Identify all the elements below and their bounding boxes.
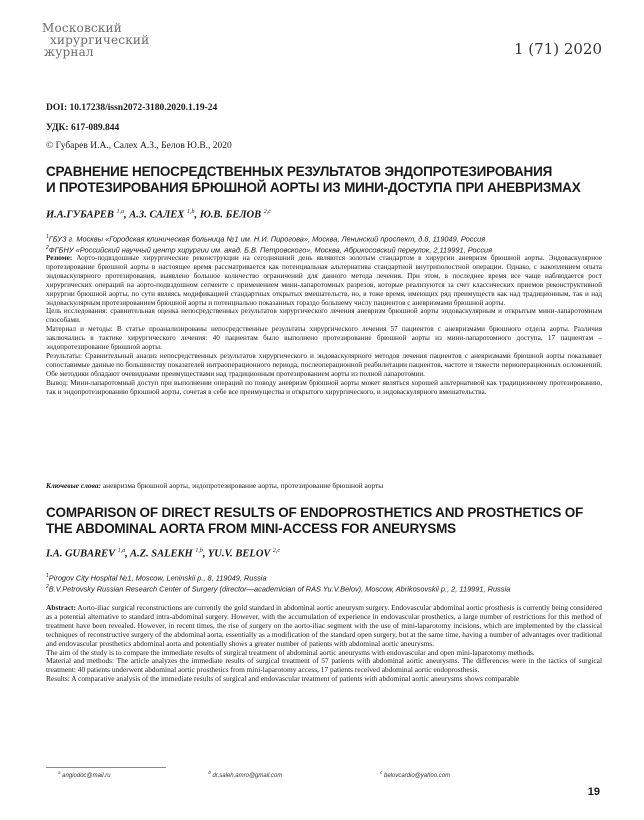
ru-author-2: А.З. САЛЕХ: [129, 209, 187, 221]
en-authors: I.A. GUBAREV $^{1,a}$, A.Z. SALEKH $^{1,b}$, YU.V. BELOV $^{2,c}$: [46, 548, 281, 560]
en-abstract-methods: Material and methods: The article analyzes the immediate results of surgical treatment of 57 patients with abdominal aortic aneurysms. The differences were in the tactics of surgical treatment: 40 patients underwent abdominal aortic prosthetics from mini-laparotomy access, 17 patients received abdominal aortic endoprosthesis.: [46, 656, 602, 675]
en-abstract-aim: The aim of the study is to compare the immediate results of surgical treatment of abdominal aortic aneurysms with endovascular and open mini-laparotomy methods.: [46, 647, 535, 657]
en-title: [46, 505, 606, 537]
footnote-c-sup: c: [380, 770, 383, 775]
ru-author-2-sup: 1,b: [186, 209, 195, 215]
ru-title: [46, 164, 606, 196]
footnote-a-email[interactable]: angiodoc@mail.ru: [60, 773, 111, 779]
copyright: © Губарев И.А., Салех А.З., Белов Ю.В., 2020: [46, 141, 232, 151]
udk-label: УДК:: [46, 123, 71, 133]
en-title-line-1: COMPARISON OF DIRECT RESULTS OF ENDOPROSTHETICS AND PROSTHETICS OF: [46, 505, 584, 520]
en-author-2: A.Z. SALEKH: [129, 548, 196, 560]
en-affiliation-1: [46, 572, 606, 583]
doi-link[interactable]: 10.17238/issn2072-3180.2020.1.19-24: [69, 103, 218, 113]
ru-author-3: Ю.В. БЕЛОВ: [199, 209, 264, 221]
footnote-b-sup: b: [208, 770, 211, 775]
ru-abstract-aim: Цель исследования: сравнительная оценка непосредственных результатов хирургического лечения аневризм брюшной аорты эндоваскулярным и открытым мини-лапаротомным способами.: [46, 307, 602, 325]
ru-keywords-label: Ключевые слова:: [46, 481, 101, 490]
journal-name-line-3: журнал: [44, 45, 94, 59]
issue-number: 1 (71) 2020: [513, 40, 602, 58]
ru-abstract: [46, 254, 602, 397]
ru-aff-2-sup: 2: [46, 244, 49, 251]
page-number: 19: [587, 786, 600, 798]
ru-title-line-1: СРАВНЕНИЕ НЕПОСРЕДСТВЕННЫХ РЕЗУЛЬТАТОВ ЭНДОПРОТЕЗИРОВАНИЯ: [46, 164, 553, 179]
en-aff-1-sup: 1: [46, 573, 49, 579]
journal-name-line-2: хирургический: [50, 33, 150, 47]
footnote-divider: [46, 767, 166, 768]
ru-affiliation-1: [46, 233, 606, 244]
en-abstract-results: Results: A comparative analysis of the immediate results of surgical and endovascular treatment of patients with abdominal aortic aneurysms shows comparable: [46, 674, 520, 684]
doi-line: [46, 103, 606, 113]
en-title-line-2: THE ABDOMINAL AORTA FROM MINI-ACCESS FOR ANEURYSMS: [46, 521, 456, 536]
footnote-a-sup: a: [58, 770, 61, 775]
en-abstract-label: Abstract:: [46, 603, 76, 612]
footnote-a[interactable]: [58, 770, 159, 779]
en-affiliation-2: [46, 583, 606, 594]
en-author-2-sup: 1,b: [195, 548, 203, 554]
ru-affiliations: [46, 233, 606, 255]
en-affiliations: [46, 572, 606, 594]
footnote-b[interactable]: [208, 770, 330, 779]
ru-abstract-p1-text: Аорто-подвздошные хирургические реконструкции на сегодняшний день являются золотым стандартом в хирургии аневризм брюшной аорты. Эндоваскулярное протезирование брюшной аорты в настоящее время рассматривается как потенциальная альтернатива стандартной внутриполостной операции. Однако, с накоплением опыта эндоваскулярного протезирования, выявлено большое количество ограничений для данного метода лечения. При этом, в последнее время все чаще наблюдается рост хирургических операций на аорто-подвздошном сегменте с применением мини-лапаротомных разрезов, которые реализуются за счет классических приемов реконструктивной хирургии брюшной аорты, по сути являясь модификацией стандартных открытых вмешательств, но, в тоже время, имеющих ряд преимуществ как над традиционным, так и над эндоваскулярным протезированием брюшной аорты и потенциально показанных гораздо большему числу пациентов с аневризмами брюшной аорты.: [46, 254, 602, 307]
en-author-1-sup: 1,a: [117, 548, 126, 554]
en-author-3: YU.V. BELOV: [207, 548, 273, 560]
ru-author-1: И.А.ГУБАРЕВ: [46, 209, 117, 221]
ru-abstract-conclusion: Вывод: Мини-лапаротомный доступ при выполнении операций по поводу аневризм брюшной аорты может являться хорошей альтернативой как традиционному протезированию, так и эндопротезированию брюшной аорты, сочетая в себе все преимущества и открытого хирургического, и эндоваскулярного вмешательства.: [46, 378, 602, 396]
ru-aff-1-text: ГБУЗ г. Москвы «Городская клиническая больница №1 им. Н.И. Пирогова», Москва, Ленинский проспект, д.8, 119049, Россия: [48, 234, 486, 244]
en-aff-2-sup: 2: [46, 583, 49, 590]
footnotes: [58, 770, 546, 779]
en-author-3-sup: 2,c: [272, 548, 281, 554]
journal-name-line-1: Московский: [42, 21, 122, 35]
ru-abstract-results: Результаты: Сравнительный анализ непосредственных результатов хирургического и эндоваскулярного методов лечения пациентов с аневризмами брюшной аорты показывает сопоставимые данные по большинству показателей интраоперационного периода, послеоперационной реабилитации пациентов, частоте и тяжести периоперационных осложнений. Обе методики обладают очевидными преимуществами над традиционным протезированием аорты из полной лапаротомии.: [46, 351, 602, 378]
en-aff-2-text: B.V.Petrovsky Russian Research Center of Surgery (director—academician of RAS Yu.V.Belov), Moscow, Abrikosovskii p., 2, 119991, Russia: [48, 584, 511, 594]
ru-abstract-label: Резюме:: [46, 254, 73, 262]
ru-author-3-sup: 2,c: [263, 209, 271, 215]
en-abstract-p1-text: Aorto-iliac surgical reconstructions are currently the gold standard in abdominal aortic aneurysm surgery. Endovascular abdominal aortic prosthesis is currently being considered as a potential alternative to standard intra-abdominal surgery. However, with the accumulation of experience in endovascular prosthetics, a large number of restrictions for this method of treatment have been revealed. However, in recent times, the rise of surgery on the aorto-iliac segment with the use of mini-laparotomy incisions, which are implemented by the classical techniques of reconstructive surgery of the abdominal aorta, essentially as a modification of the standard open surgery, but at the same time, having a number of advantages over traditional and endovascular prosthetics abdominal aorta and potentially shows a greater number of patients with abdominal aortic aneurysms.: [46, 603, 602, 648]
ru-keywords: [46, 481, 606, 490]
ru-aff-1-sup: 1: [46, 234, 49, 240]
ru-title-line-2: И ПРОТЕЗИРОВАНИЯ БРЮШНОЙ АОРТЫ ИЗ МИНИ-ДОСТУПА ПРИ АНЕВРИЗМАХ: [46, 180, 581, 195]
ru-abstract-methods: Материал и методы: В статье проанализированы непосредственные результаты хирургического лечения 57 пациентов с аневризмами брюшного отдела аорты. Различия заключались в тактике хирургического лечения: 40 пациентам было выполнено протезирование брюшной аорты из мини-лапаротомного доступа, 17 пациентам – эндопротезирование брюшной аорты.: [46, 325, 602, 352]
en-abstract: [46, 604, 602, 684]
ru-abstract-p1: [46, 254, 602, 307]
en-author-1: I.A. GUBAREV: [46, 548, 118, 560]
ru-aff-2-text: ФГБНУ «Российский научный центр хирургии им. акад. Б.В. Петровского», Москва, Абрикосовский переулок, 2,119991, Россия: [48, 245, 493, 255]
doi-label: DOI:: [46, 103, 70, 113]
udk-value: 617-089.844: [70, 123, 120, 133]
ru-authors: И.А.ГУБАРЕВ $^{1,a}$, А.З. САЛЕХ $^{1,b}$, Ю.В. БЕЛОВ $^{2,c}$: [46, 209, 271, 221]
ru-keywords-text: аневризма брюшной аорты, эндопротезирование аорты, протезирование брюшной аорты: [101, 481, 384, 490]
en-abstract-p1: [46, 604, 602, 649]
en-aff-1-text: Pirogov City Hospital №1, Moscow, Leninskii p., 8, 119049, Russia: [48, 573, 267, 583]
footnote-c-email[interactable]: belovcardio@yahoo.com: [382, 773, 451, 779]
footnote-c[interactable]: [380, 770, 498, 779]
journal-logo: [42, 22, 192, 72]
ru-author-1-sup: 1,a: [116, 209, 125, 215]
footnote-b-email[interactable]: dr.saleh.amro@gmail.com: [210, 773, 283, 779]
udk-line: [46, 123, 606, 133]
